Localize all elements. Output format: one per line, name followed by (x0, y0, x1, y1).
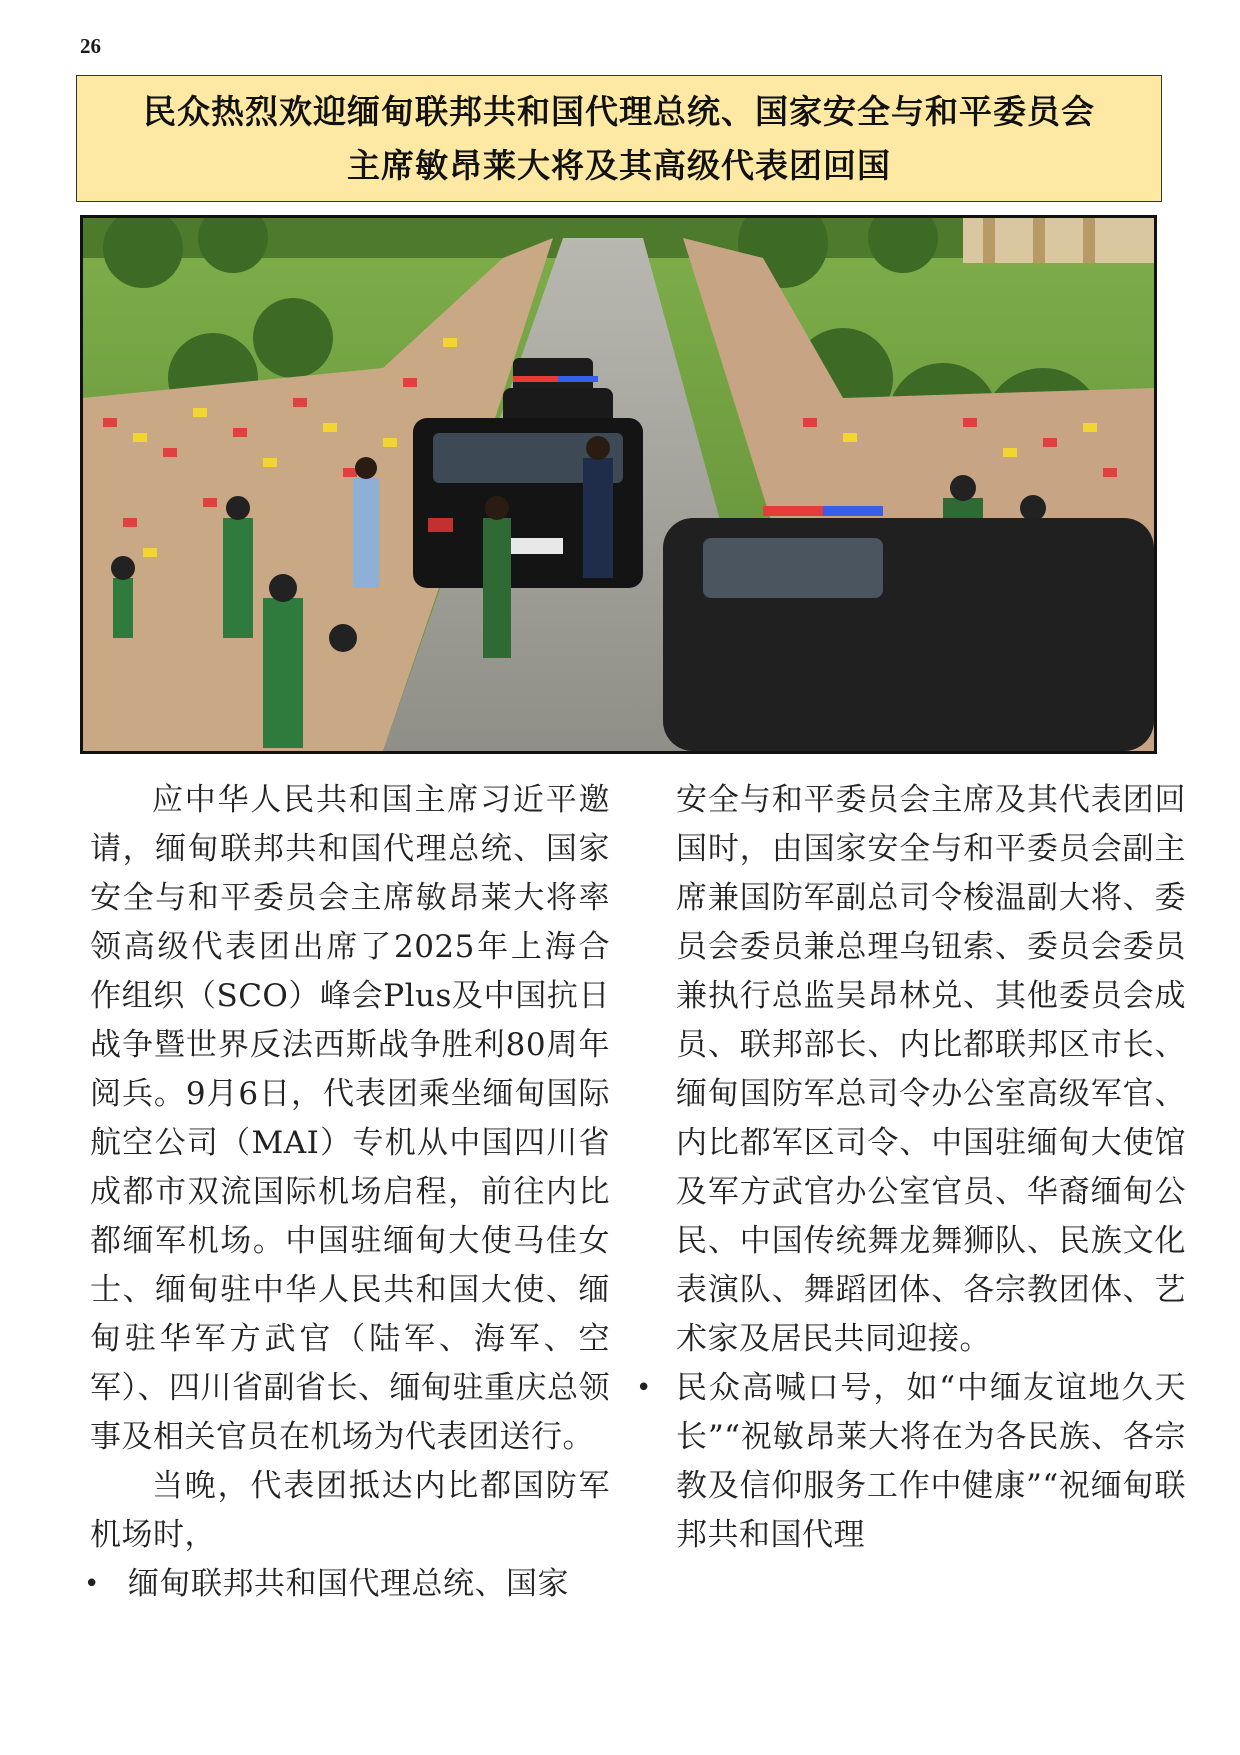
paragraph-2: 当晚，代表团抵达内比都国防军机场时， (90, 1468, 610, 1553)
bullet-icon: • (84, 1569, 100, 1599)
bullet-icon: • (636, 1373, 652, 1403)
title-line-1: 民众热烈欢迎缅甸联邦共和国代理总统、国家安全与和平委员会 (143, 91, 1095, 131)
news-photo (80, 215, 1157, 754)
bullet-item-1 (84, 1560, 610, 1609)
title-banner (76, 75, 1162, 202)
page-number: 26 (80, 34, 101, 58)
bullet-item-1-continuation: 安全与和平委员会主席及其代表团回国时，由国家安全与和平委员会副主席兼国防军副总司令梭温副大将、委员会委员兼总理乌钮索、委员会委员兼执行总监吴昂林兑、其他委员会成员、联邦部长、内比都联邦区市长、缅甸国防军总司令办公室高级军官、内比都军区司令、中国驻缅甸大使馆及军方武官办公室官员、华裔缅甸公民、中国传统舞龙舞狮队、民族文化表演队、舞蹈团体、各宗教团体、艺术家及居民共同迎接。 (676, 782, 1186, 1357)
title-line-2: 主席敏昂莱大将及其高级代表团回国 (347, 145, 891, 185)
bullet-item-2-text: 民众高喊口号，如“中缅友谊地久天长”“祝敏昂莱大将在为各民族、各宗教及信仰服务工作中健康”“祝缅甸联邦共和国代理 (676, 1370, 1186, 1553)
left-column (84, 776, 610, 1609)
bullet-item-2 (636, 1364, 1186, 1560)
motorcade-welcome-photo (83, 218, 1154, 751)
right-column (636, 776, 1186, 1560)
bullet-item-1-text: 缅甸联邦共和国代理总统、国家 (128, 1566, 569, 1602)
paragraph-1: 应中华人民共和国主席习近平邀请，缅甸联邦共和国代理总统、国家安全与和平委员会主席敏昂莱大将率领高级代表团出席了2025年上海合作组织（SCO）峰会Plus及中国抗日战争暨世界反法西斯战争胜利80周年阅兵。9月6日，代表团乘坐缅甸国际航空公司（MAI）专机从中国四川省成都市双流国际机场启程，前往内比都缅军机场。中国驻缅甸大使马佳女士、缅甸驻中华人民共和国大使、缅甸驻华军方武官（陆军、海军、空军）、四川省副省长、缅甸驻重庆总领事及相关官员在机场为代表团送行。 (90, 782, 610, 1455)
